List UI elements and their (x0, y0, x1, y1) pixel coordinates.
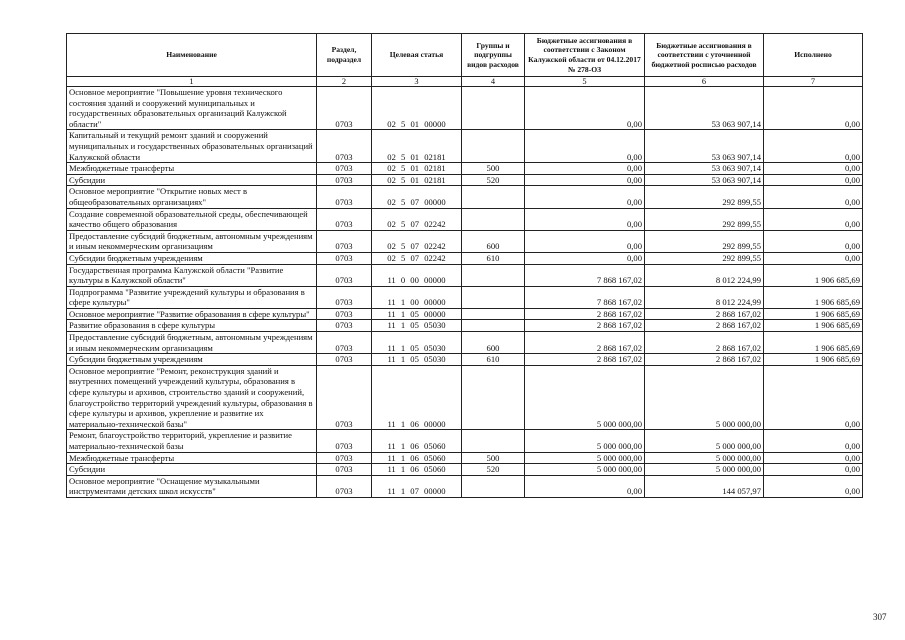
column-number: 4 (462, 77, 525, 87)
row-law-amount: 0,00 (525, 475, 645, 497)
row-law-amount: 2 868 167,02 (525, 308, 645, 320)
row-executed-amount: 0,00 (764, 87, 863, 130)
row-target: 11 1 06 00000 (372, 365, 462, 430)
row-group (462, 320, 525, 332)
row-target: 02 5 07 02242 (372, 208, 462, 230)
row-updated-amount: 2 868 167,02 (645, 332, 764, 354)
header-row (67, 34, 863, 77)
row-updated-amount: 5 000 000,00 (645, 365, 764, 430)
row-group (462, 365, 525, 430)
row-name: Основное мероприятие "Открытие новых мест в общеобразовательных организациях" (67, 186, 317, 208)
row-section: 0703 (317, 208, 372, 230)
row-group (462, 186, 525, 208)
row-updated-amount: 8 012 224,99 (645, 286, 764, 308)
row-executed-amount: 1 906 685,69 (764, 264, 863, 286)
row-group: 500 (462, 452, 525, 464)
row-updated-amount: 2 868 167,02 (645, 308, 764, 320)
row-updated-amount: 292 899,55 (645, 252, 764, 264)
table-row (67, 308, 863, 320)
page-number: 307 (873, 612, 887, 622)
header-executed: Исполнено (764, 34, 863, 77)
row-section: 0703 (317, 286, 372, 308)
row-name: Капитальный и текущий ремонт зданий и сооружений муниципальных и государственных образовательных организаций Калужской области (67, 130, 317, 163)
row-law-amount: 7 868 167,02 (525, 264, 645, 286)
header-groups: Группы и подгруппы видов расходов (462, 34, 525, 77)
row-name: Межбюджетные трансферты (67, 452, 317, 464)
row-section: 0703 (317, 130, 372, 163)
row-target: 02 5 07 02242 (372, 252, 462, 264)
row-target: 02 5 01 02181 (372, 163, 462, 175)
column-number-row (67, 77, 863, 87)
row-section: 0703 (317, 186, 372, 208)
row-group: 600 (462, 332, 525, 354)
row-section: 0703 (317, 320, 372, 332)
row-law-amount: 5 000 000,00 (525, 365, 645, 430)
header-law: Бюджетные ассигнования в соответствии с Законом Калужской области от 04.12.2017 № 278-ОЗ (525, 34, 645, 77)
row-law-amount: 2 868 167,02 (525, 354, 645, 366)
row-updated-amount: 53 063 907,14 (645, 130, 764, 163)
row-group (462, 475, 525, 497)
row-section: 0703 (317, 252, 372, 264)
row-name: Субсидии бюджетным учреждениям (67, 252, 317, 264)
row-section: 0703 (317, 163, 372, 175)
row-updated-amount: 2 868 167,02 (645, 320, 764, 332)
row-target: 02 5 01 02181 (372, 130, 462, 163)
row-group: 610 (462, 252, 525, 264)
row-executed-amount: 0,00 (764, 130, 863, 163)
table-row (67, 230, 863, 252)
row-name: Субсидии (67, 464, 317, 476)
column-number: 7 (764, 77, 863, 87)
row-group: 600 (462, 230, 525, 252)
column-number: 3 (372, 77, 462, 87)
budget-table (66, 33, 863, 498)
row-section: 0703 (317, 354, 372, 366)
row-name: Подпрограмма "Развитие учреждений культуры и образования в сфере культуры" (67, 286, 317, 308)
row-executed-amount: 0,00 (764, 186, 863, 208)
row-target: 11 0 00 00000 (372, 264, 462, 286)
row-executed-amount: 0,00 (764, 452, 863, 464)
row-updated-amount: 2 868 167,02 (645, 354, 764, 366)
row-law-amount: 0,00 (525, 163, 645, 175)
row-group (462, 308, 525, 320)
header-updated: Бюджетные ассигнования в соответствии с уточненной бюджетной росписью расходов (645, 34, 764, 77)
row-updated-amount: 292 899,55 (645, 186, 764, 208)
row-updated-amount: 53 063 907,14 (645, 163, 764, 175)
row-updated-amount: 5 000 000,00 (645, 464, 764, 476)
row-executed-amount: 0,00 (764, 464, 863, 476)
row-name: Создание современной образовательной среды, обеспечивающей качество общего образования (67, 208, 317, 230)
row-target: 11 1 07 00000 (372, 475, 462, 497)
row-target: 11 1 05 05030 (372, 320, 462, 332)
row-law-amount: 5 000 000,00 (525, 430, 645, 452)
row-section: 0703 (317, 430, 372, 452)
row-group: 610 (462, 354, 525, 366)
row-section: 0703 (317, 230, 372, 252)
row-law-amount: 0,00 (525, 87, 645, 130)
row-executed-amount: 0,00 (764, 475, 863, 497)
row-law-amount: 0,00 (525, 130, 645, 163)
row-section: 0703 (317, 174, 372, 186)
row-name: Основное мероприятие "Оснащение музыкальными инструментами детских школ искусств" (67, 475, 317, 497)
row-updated-amount: 8 012 224,99 (645, 264, 764, 286)
header-name: Наименование (67, 34, 317, 77)
row-executed-amount: 1 906 685,69 (764, 354, 863, 366)
table-row (67, 286, 863, 308)
row-name: Основное мероприятие "Повышение уровня технического состояния зданий и сооружений муниципальных и государственных образовательных организаций Калужской области" (67, 87, 317, 130)
table-row (67, 365, 863, 430)
table-row (67, 354, 863, 366)
row-name: Предоставление субсидий бюджетным, автономным учреждениям и иным некоммерческим организациям (67, 332, 317, 354)
row-group (462, 264, 525, 286)
table-row (67, 264, 863, 286)
row-updated-amount: 5 000 000,00 (645, 430, 764, 452)
row-updated-amount: 292 899,55 (645, 208, 764, 230)
row-target: 02 5 01 00000 (372, 87, 462, 130)
row-executed-amount: 0,00 (764, 174, 863, 186)
row-law-amount: 2 868 167,02 (525, 320, 645, 332)
header-section: Раздел, подраздел (317, 34, 372, 77)
column-number: 6 (645, 77, 764, 87)
row-section: 0703 (317, 87, 372, 130)
row-executed-amount: 1 906 685,69 (764, 308, 863, 320)
table-row (67, 130, 863, 163)
row-law-amount: 0,00 (525, 174, 645, 186)
row-executed-amount: 0,00 (764, 252, 863, 264)
row-law-amount: 0,00 (525, 208, 645, 230)
row-executed-amount: 1 906 685,69 (764, 332, 863, 354)
table-row (67, 163, 863, 175)
row-target: 02 5 07 02242 (372, 230, 462, 252)
table-row (67, 87, 863, 130)
table-row (67, 332, 863, 354)
row-group: 520 (462, 464, 525, 476)
row-group (462, 87, 525, 130)
row-target: 11 1 06 05060 (372, 430, 462, 452)
row-name: Межбюджетные трансферты (67, 163, 317, 175)
column-number: 5 (525, 77, 645, 87)
row-group (462, 430, 525, 452)
row-name: Субсидии бюджетным учреждениям (67, 354, 317, 366)
row-law-amount: 7 868 167,02 (525, 286, 645, 308)
row-group: 500 (462, 163, 525, 175)
row-executed-amount: 1 906 685,69 (764, 320, 863, 332)
row-name: Государственная программа Калужской области "Развитие культуры в Калужской области" (67, 264, 317, 286)
row-group (462, 130, 525, 163)
row-updated-amount: 292 899,55 (645, 230, 764, 252)
row-target: 02 5 07 00000 (372, 186, 462, 208)
table-row (67, 174, 863, 186)
row-executed-amount: 0,00 (764, 365, 863, 430)
row-updated-amount: 53 063 907,14 (645, 174, 764, 186)
row-updated-amount: 144 057,97 (645, 475, 764, 497)
row-executed-amount: 0,00 (764, 430, 863, 452)
table-row (67, 320, 863, 332)
row-target: 11 1 05 05030 (372, 354, 462, 366)
row-name: Развитие образования в сфере культуры (67, 320, 317, 332)
row-name: Ремонт, благоустройство территорий, укрепление и развитие материально-технической базы (67, 430, 317, 452)
column-number: 2 (317, 77, 372, 87)
row-law-amount: 0,00 (525, 186, 645, 208)
row-name: Основное мероприятие "Ремонт, реконструкция зданий и внутренних помещений учреждений культуры, образования в сфере культуры и архивов, строительство зданий и сооружений, благоустройство территорий учреждений культуры, образования в сфере культуры и архивов, укрепление и развитие их материально-технической базы" (67, 365, 317, 430)
row-executed-amount: 0,00 (764, 208, 863, 230)
row-law-amount: 5 000 000,00 (525, 452, 645, 464)
header-target: Целевая статья (372, 34, 462, 77)
row-section: 0703 (317, 365, 372, 430)
row-target: 11 1 06 05060 (372, 464, 462, 476)
table-row (67, 464, 863, 476)
row-law-amount: 2 868 167,02 (525, 332, 645, 354)
row-executed-amount: 0,00 (764, 230, 863, 252)
table-row (67, 208, 863, 230)
row-executed-amount: 1 906 685,69 (764, 286, 863, 308)
row-executed-amount: 0,00 (764, 163, 863, 175)
row-target: 11 1 05 05030 (372, 332, 462, 354)
table-row (67, 430, 863, 452)
row-section: 0703 (317, 475, 372, 497)
row-law-amount: 5 000 000,00 (525, 464, 645, 476)
row-section: 0703 (317, 464, 372, 476)
row-law-amount: 0,00 (525, 230, 645, 252)
row-target: 11 1 05 00000 (372, 308, 462, 320)
row-target: 11 1 06 05060 (372, 452, 462, 464)
row-section: 0703 (317, 308, 372, 320)
row-section: 0703 (317, 264, 372, 286)
row-updated-amount: 5 000 000,00 (645, 452, 764, 464)
row-updated-amount: 53 063 907,14 (645, 87, 764, 130)
table-row (67, 252, 863, 264)
column-number: 1 (67, 77, 317, 87)
row-section: 0703 (317, 332, 372, 354)
table-row (67, 452, 863, 464)
row-section: 0703 (317, 452, 372, 464)
row-name: Субсидии (67, 174, 317, 186)
row-group: 520 (462, 174, 525, 186)
row-group (462, 286, 525, 308)
table-row (67, 475, 863, 497)
row-group (462, 208, 525, 230)
row-target: 02 5 01 02181 (372, 174, 462, 186)
row-target: 11 1 00 00000 (372, 286, 462, 308)
row-name: Предоставление субсидий бюджетным, автономным учреждениям и иным некоммерческим организациям (67, 230, 317, 252)
table-row (67, 186, 863, 208)
row-name: Основное мероприятие "Развитие образования в сфере культуры" (67, 308, 317, 320)
row-law-amount: 0,00 (525, 252, 645, 264)
